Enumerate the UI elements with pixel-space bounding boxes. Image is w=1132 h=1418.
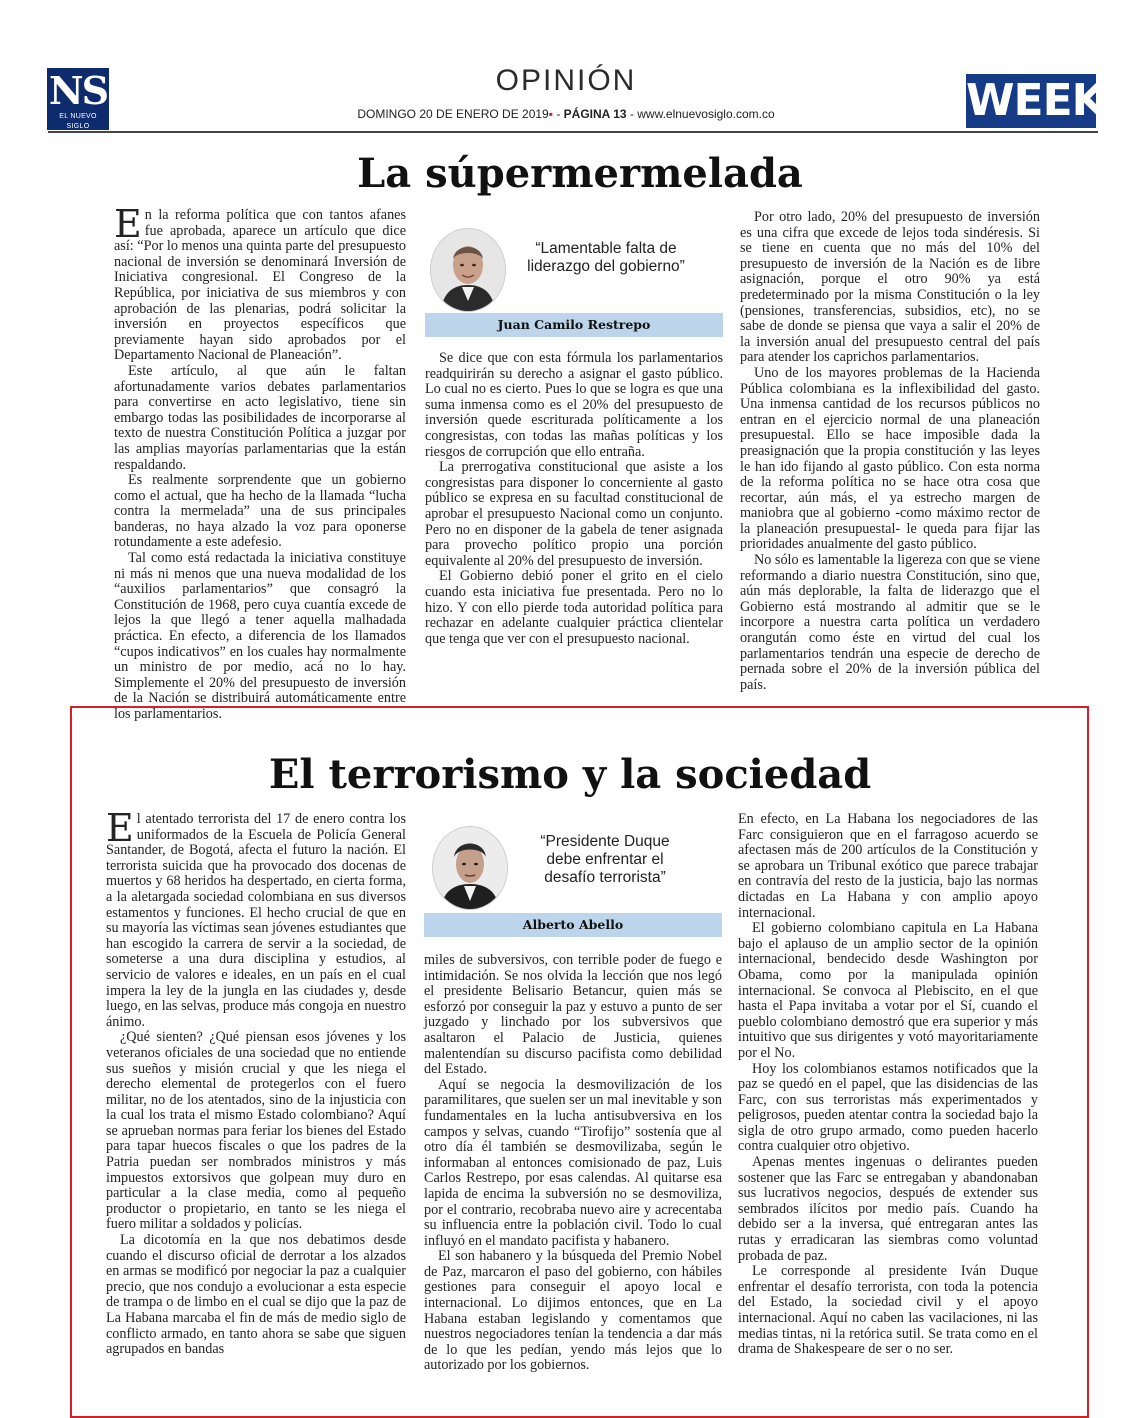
- paragraph: Le corresponde al presidente Iván Duque enfrentar el desafío terrorista, con toda la potencia del Estado, la sociedad civil y el apoyo internacional. Aquí no caben las vacilaciones, ni las medias tintas, ni la retórica sutil. Se trata como en el drama de Shakespeare de ser o no ser.: [738, 1263, 1038, 1358]
- portrait-photo: [433, 827, 507, 909]
- paragraph: Es realmente sorprendente que un gobierno como el actual, que ha hecho de la llamada “lucha contra la mermelada” una de sus principales banderas, no haya alzado la voz para oponerse rotundamente a este adefesio.: [114, 472, 406, 551]
- article1-title: La súpermermelada: [357, 150, 803, 197]
- paragraph: Este artículo, al que aún le faltan afortunadamente varios debates parlamentarios para convertirse en acto legislativo, tiene sin embargo todas las posibilidades de incorporarse al texto de nuestra Constitución Política a juzgar por las amplias mayorías parlamentarias que la están respaldando.: [114, 362, 406, 473]
- page-number: PÁGINA 13: [563, 107, 627, 121]
- article2-pull-quote: “Presidente Duque debe enfrentar el desafío terrorista”: [540, 833, 670, 886]
- article2-author: Alberto Abello: [424, 913, 722, 937]
- paragraph: Hoy los colombianos estamos notificados que la paz se quedó en el papel, que las disidencias de las Farc, con sus terroristas más experimentados y peligrosos, pueden atentar contra la sociedad bajo la sigla de otro grupo armado, como pueden hacerlo contra cualquier otro objetivo.: [738, 1060, 1038, 1155]
- paragraph: El Gobierno debió poner el grito en el cielo cuando esta iniciativa fue presentada. Pero no lo hizo. Y con ello pierde toda autoridad política para rechazar en adelante cualquier práctica clientelar que tenga que ver con el presupuesto nacional.: [425, 568, 723, 647]
- paragraph: [114, 202, 406, 364]
- article1-p1-text: n la reforma política que con tantos afanes fue aprobada, aparece un artículo que dice así: “Por lo menos una quinta parte del presupuesto nacional de inversión se denominará Inversión de Iniciativa congresional. El Congreso de la República, por iniciativa de sus miembros y con aprobación de las plenarias, podrá solicitar la inversión en proyectos específicos que previamente hayan sido aprobados por el Departamento Nacional de Planeación”.: [114, 207, 406, 364]
- portrait-photo: [431, 229, 505, 311]
- article1-author: Juan Camilo Restrepo: [425, 313, 723, 337]
- paragraph: Apenas mentes ingenuas o delirantes pueden sostener que las Farc se entregaban y abandonaban sus lucrativos negocios, después de extender sus sembrados ilícitos por medio país. Cuando ha debido ser a la inversa, qué entregaran antes las rutas y erradicaran las siembras como voluntad probada de paz.: [738, 1154, 1038, 1264]
- paragraph: La prerrogativa constitucional que asiste a los congresistas para disponer lo concerniente al gasto público se expresa en su facultad constitucional de aprobar el presupuesto Nacional como un conjunto. Pero no en disponer de la gabela de tener asignada para provecho político propio una porción equivalente al 20% del presupuesto de inversión.: [425, 459, 723, 569]
- paragraph: Se dice que con esta fórmula los parlamentarios readquirirán su derecho a asignar el gasto público. Lo cual no es cierto. Pues lo que se logra es que una suma inmensa como es el 20% del presupuesto de inversión quede escriturada políticamente a los congresistas, con todas las mañas políticas y los riesgos de corrupción que ello entraña.: [425, 350, 723, 460]
- article1-column-3: [740, 210, 1040, 693]
- dateline: DOMINGO 20 DE ENERO DE 2019▪ - PÁGINA 13 - www.elnuevosiglo.com.co: [357, 107, 775, 121]
- article2-column-2: [424, 953, 722, 1374]
- article2-column-3: [738, 812, 1038, 1358]
- article2-title: El terrorismo y la sociedad: [268, 751, 872, 798]
- section-title: OPINIÓN: [495, 64, 637, 97]
- paragraph: ¿Qué sienten? ¿Qué piensan esos jóvenes y los veteranos oficiales de una sociedad que no entiende sus sueños y misión crucial y que les niega el derecho elemental de protegerlos con el fuero militar, no de los atentados, sino de la injusticia con la cual los trata el mismo Estado colombiano? Aquí se aprueban normas para feriar los bienes del Estado para tapar huecos fiscales o que los padres de la Patria puedan ser nombrados ministros y más impuestos extorsivos que golpean muy duro en particular a la clase media, como al pequeño productor o propietario, en tanto se les niega el fuero militar a soldados y policías.: [106, 1029, 406, 1233]
- site-url[interactable]: www.elnuevosiglo.com.co: [637, 107, 775, 121]
- paragraph: Uno de los mayores problemas de la Hacienda Pública colombiana es la inflexibilidad del gasto. Una inmensa cantidad de los recursos públicos no entran en el ejercicio normal de una planeación presupuestal. Ello se hace imposible dada la preasignación que la propia constitución y las leyes le han ido fijando al gasto público. Con esta norma de la reforma política no se hace otra cosa que recortar, aún más, el ya estrecho margen de maniobra que al gobierno -como máximo rector de la planeación presupuestal- le queda para fijar las prioridades anualmente del gasto público.: [740, 364, 1040, 553]
- drop-cap: E: [106, 806, 134, 850]
- article1-pull-quote: “Lamentable falta de liderazgo del gobierno”: [527, 240, 685, 275]
- paragraph: Tal como está redactada la iniciativa constituye ni más ni menos que una nueva modalidad de los “auxilios parlamentarios” que consagró la Constitución de 1968, pero cuya cuantía excede de lejos la que llegó a tener aquella malhadada práctica. En efecto, a diferencia de los llamados “cupos indicativos” en los cuales hay normalmente un ministro de por medio, acá no lo hay. Simplemente el 20% del presupuesto de inversión de la Nación se distribuirá automáticamente entre los parlamentarios.: [114, 550, 406, 722]
- paragraph: miles de subversivos, con terrible poder de fuego e intimidación. Se nos olvida la lección que nos legó el presidente Belisario Betancur, quien más se esforzó por conseguir la paz y estuvo a punto de ser juzgado y linchado por los subversivos que asaltaron el Palacio de Justicia, quienes malentendían su discurso pacifista como debilidad del Estado.: [424, 952, 722, 1078]
- separator-dot-icon: ▪: [548, 107, 553, 121]
- paragraph: Aquí se negocia la desmovilización de los paramilitares, que suelen ser un mal inevitable y son fundamentales en la lucha antisubversiva en los campos y selvas, cuando “Tirofijo” sostenía que al otro día él también se desmovilizaba, según le informaban al entonces comisionado de paz, Luis Carlos Restrepo, por esas calendas. Al quitarse esa lapida de encima la subversión no se desmoviliza, por el contrario, recobraba nuevo aire y acrecentaba su influencia entre la población civil. Todo lo cual influyó en el mandato pacifista y habanero.: [424, 1076, 722, 1249]
- author-portrait: [432, 826, 508, 910]
- newspaper-logo[interactable]: [47, 68, 109, 130]
- logo-subtitle: EL NUEVO SIGLO: [59, 113, 97, 130]
- article2-p1-text: l atentado terrorista del 17 de enero contra los uniformados de la Escuela de Policía General Santander, de Bogotá, afecta el futuro la nación. El terrorista suicida que ha provocado dos docenas de muertos y 68 heridos ha despertado, en cierta forma, a la aletargada sociedad colombiana en sus diversos estamentos y funciones. El hecho crucial de que en su mayoría las víctimas sean jóvenes estudiantes que han escogido la carrera de servir a la sociedad, de someterse a una dura disciplina y estudios, al servicio de valores e ideales, en un país en el cual impera la ley de la jungla en las ciudades y, desde luego, en las selvas, produce más congoja en nuestro ánimo.: [106, 811, 406, 1030]
- paragraph: El son habanero y la búsqueda del Premio Nobel de Paz, marcaron el paso del gobierno, con hábiles gestiones para conseguir el apoyo local e internacional. Lo dijimos entonces, que en La Habana estaban legislando y comentamos que nuestros negociadores tenían la tendencia a dar más de lo que les pedían, yendo más lejos que lo autorizado por los gobiernos.: [424, 1248, 722, 1374]
- date-text: DOMINGO 20 DE ENERO DE 2019: [357, 107, 549, 121]
- article1-column-1: [114, 202, 406, 723]
- masthead-rule: [48, 131, 1098, 133]
- paragraph: No sólo es lamentable la ligereza con que se viene reformando a diario nuestra Constitución, sino que, aún más deplorable, la falta de liderazgo que el Gobierno está mostrando al admitir que se le incorpore a nuestra carta política un verdadero orangután como éste en virtud del cual los parlamentarios tendrán una especie de derecho de pernada sobre el 20% de la inversión pública del país.: [740, 552, 1040, 693]
- paragraph: [106, 806, 406, 1030]
- drop-cap: E: [114, 202, 142, 246]
- article2-column-1: [106, 806, 406, 1358]
- article1-column-2: [425, 351, 723, 647]
- paragraph: La dicotomía en la que nos debatimos desde cuando el discurso oficial de derrotar a los alzados en armas se modificó por negociar la paz a cualquier precio, que nos condujo a evolucionar a esta especie de trampa o de limbo en el cual se dijo que la paz de La Habana marcaba el fin de más de medio siglo de conflicto armado, en tanto ahora se sabe que siguen agrupados en bandas: [106, 1232, 406, 1358]
- paragraph: En efecto, en La Habana los negociadores de las Farc consiguieron que en el farragoso acuerdo se afectasen más de 200 artículos de la Constitución y se aprobara un Tribunal exótico que parece trabajar en contravía del resto de la justicia, bajo las normas dictadas en La Habana y con amplio apoyo internacional.: [738, 811, 1038, 921]
- week-badge: WEEK: [966, 75, 1105, 126]
- author-portrait: [430, 228, 506, 312]
- logo-letters: NS: [48, 68, 108, 113]
- paragraph: Por otro lado, 20% del presupuesto de inversión es una cifra que excede de lejos toda sindéresis. Si se tiene en cuenta que no más del 10% del presupuesto de inversión de la Nación es de libre asignación, porque el otro 90% ya está predeterminado por la misma Constitución o la ley (pensiones, transferencias, subsidios, etc), no se sabe de donde se piensa que vaya a salir el 20% de la inversión anual del presupuesto central del país para atender los caprichos parlamentarios.: [740, 209, 1040, 366]
- paragraph: El gobierno colombiano capitula en La Habana bajo el aplauso de un amplio sector de la opinión internacional, bendecido desde Washington por Obama, como por la manipulada opinión internacional. Se convoca al Plebiscito, en el que hasta el Papa invitaba a votar por el Sí, cuando el pueblo colombiano demostró que era superior y más intuitivo que sus dirigentes y votó mayoritariamente por el No.: [738, 920, 1038, 1061]
